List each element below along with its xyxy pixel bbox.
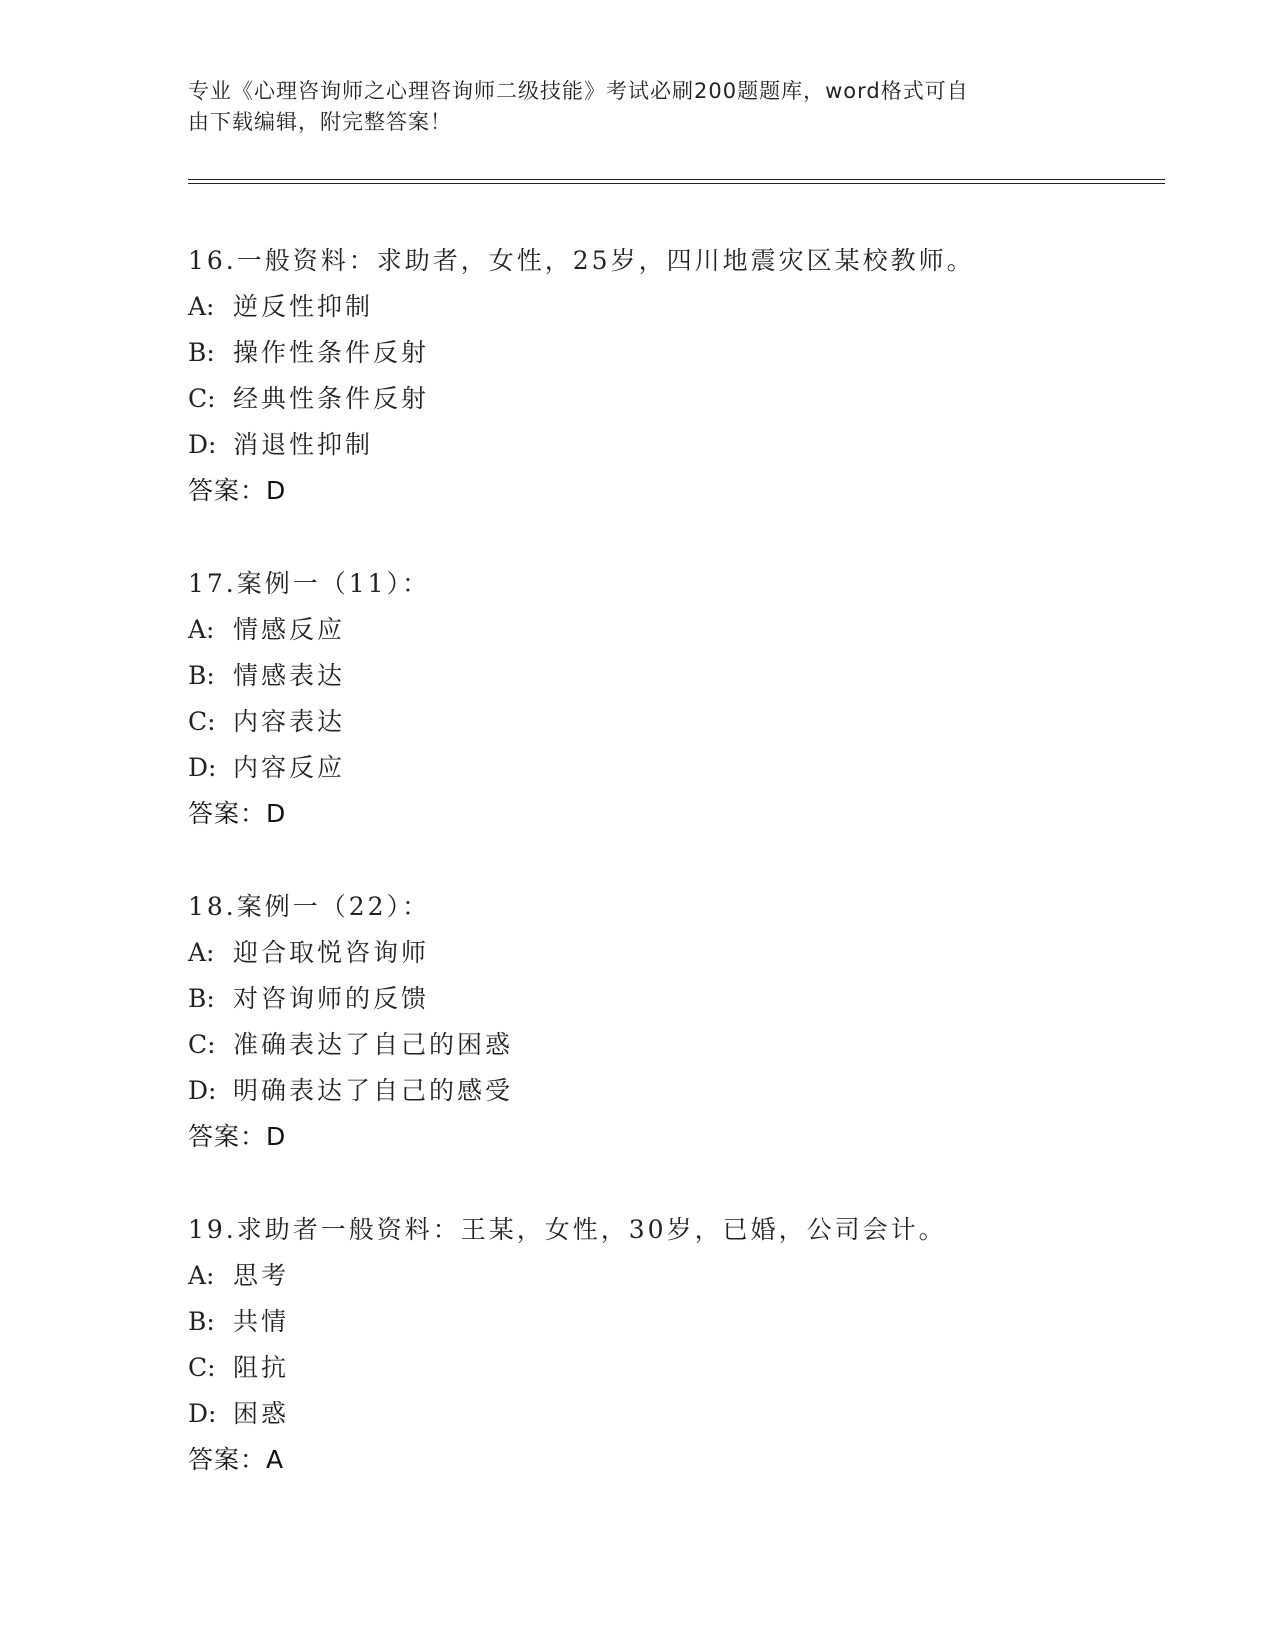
option-key: A: <box>188 938 215 967</box>
option-text: 情感表达 <box>233 661 346 690</box>
option-text: 经典性条件反射 <box>233 384 430 413</box>
option-text: 阻抗 <box>233 1353 290 1382</box>
option-key: D: <box>188 753 217 782</box>
question-stem: 19.求助者一般资料：王某，女性，30岁，已婚，公司会计。 <box>188 1215 947 1244</box>
option-d <box>188 1068 1168 1114</box>
option-text: 迎合取悦咨询师 <box>233 938 430 967</box>
document-header <box>188 76 1088 138</box>
answer-line: 答案：D <box>188 476 287 505</box>
option-text: 准确表达了自己的困惑 <box>233 1030 514 1059</box>
option-text: 消退性抑制 <box>233 430 374 459</box>
option-key: D: <box>188 1399 217 1428</box>
option-a <box>188 930 1168 976</box>
option-key: B: <box>188 1307 215 1336</box>
answer-line: 答案：A <box>188 1445 285 1474</box>
option-key: C: <box>188 1030 216 1059</box>
option-key: C: <box>188 1353 216 1382</box>
option-text: 逆反性抑制 <box>233 292 374 321</box>
option-a <box>188 284 1168 330</box>
option-key: D: <box>188 430 217 459</box>
option-key: A: <box>188 1261 215 1290</box>
option-b <box>188 1299 1168 1345</box>
answer-line: 答案：D <box>188 799 287 828</box>
question-stem: 16.一般资料：求助者，女性，25岁，四川地震灾区某校教师。 <box>188 246 975 275</box>
header-divider-top <box>188 179 1165 180</box>
option-b <box>188 330 1168 376</box>
option-c <box>188 1345 1168 1391</box>
option-d <box>188 422 1168 468</box>
option-key: A: <box>188 292 215 321</box>
option-key: C: <box>188 384 216 413</box>
question-16 <box>188 238 1168 514</box>
option-text: 明确表达了自己的感受 <box>233 1076 514 1105</box>
option-a <box>188 607 1168 653</box>
option-key: A: <box>188 615 215 644</box>
option-key: B: <box>188 338 215 367</box>
option-text: 思考 <box>233 1261 290 1290</box>
option-key: D: <box>188 1076 217 1105</box>
option-c <box>188 1022 1168 1068</box>
option-text: 共情 <box>233 1307 290 1336</box>
option-text: 操作性条件反射 <box>233 338 430 367</box>
question-18 <box>188 884 1168 1160</box>
option-d <box>188 1391 1168 1437</box>
answer-line: 答案：D <box>188 1122 287 1151</box>
option-text: 内容反应 <box>233 753 346 782</box>
header-line-2: 由下载编辑，附完整答案！ <box>188 110 452 134</box>
question-stem: 18.案例一（22）： <box>188 892 431 921</box>
option-a <box>188 1253 1168 1299</box>
option-key: B: <box>188 984 215 1013</box>
option-text: 对咨询师的反馈 <box>233 984 430 1013</box>
header-line-1: 专业《心理咨询师之心理咨询师二级技能》考试必刷200题题库，word格式可自 <box>188 79 969 103</box>
option-text: 情感反应 <box>233 615 346 644</box>
option-text: 困惑 <box>233 1399 290 1428</box>
option-b <box>188 653 1168 699</box>
option-key: C: <box>188 707 216 736</box>
option-b <box>188 976 1168 1022</box>
question-19 <box>188 1207 1168 1483</box>
option-key: B: <box>188 661 215 690</box>
option-c <box>188 699 1168 745</box>
question-stem: 17.案例一（11）： <box>188 569 431 598</box>
option-text: 内容表达 <box>233 707 346 736</box>
question-list <box>188 238 1168 1530</box>
option-d <box>188 745 1168 791</box>
header-divider-bottom <box>188 183 1165 184</box>
option-c <box>188 376 1168 422</box>
question-17 <box>188 561 1168 837</box>
